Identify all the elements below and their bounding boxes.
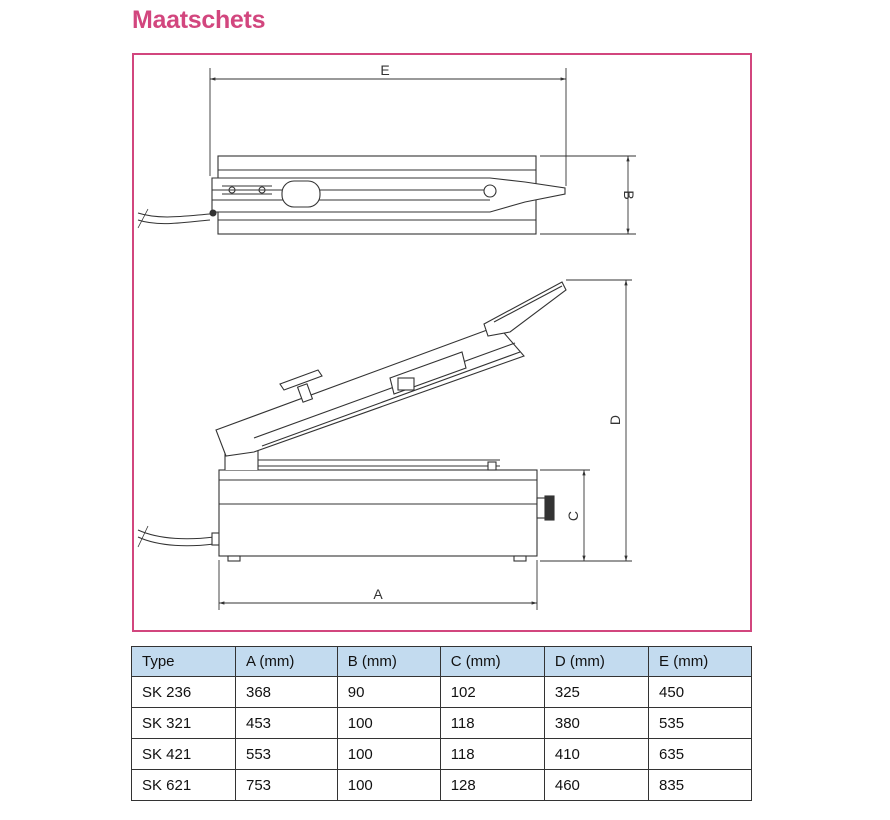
- dimension-label-d: D: [607, 414, 623, 426]
- dimension-label-e: E: [380, 62, 390, 78]
- table-cell: 450: [649, 677, 752, 708]
- dimensions-table: [131, 646, 752, 801]
- table-row: [132, 708, 752, 739]
- dimension-label-b: B: [621, 190, 637, 200]
- table-cell: 118: [440, 739, 544, 770]
- table-cell: SK 236: [132, 677, 236, 708]
- table-cell: SK 321: [132, 708, 236, 739]
- header-cell: Type: [132, 647, 236, 677]
- table-cell: 90: [337, 677, 440, 708]
- header-cell: C (mm): [440, 647, 544, 677]
- header-cell: B (mm): [337, 647, 440, 677]
- table-cell: 128: [440, 770, 544, 801]
- dimension-label-c: C: [565, 510, 581, 522]
- header-cell: A (mm): [236, 647, 338, 677]
- table-cell: 325: [544, 677, 648, 708]
- table-header-row: [132, 647, 752, 677]
- table-cell: 460: [544, 770, 648, 801]
- table-cell: 753: [236, 770, 338, 801]
- table-cell: SK 421: [132, 739, 236, 770]
- top-view: [138, 156, 565, 234]
- table-cell: SK 621: [132, 770, 236, 801]
- header-cell: D (mm): [544, 647, 648, 677]
- dimension-a: [219, 560, 537, 610]
- table-cell: 835: [649, 770, 752, 801]
- table-cell: 368: [236, 677, 338, 708]
- table-cell: 100: [337, 770, 440, 801]
- side-view: [138, 282, 566, 561]
- header-cell: E (mm): [649, 647, 752, 677]
- table-cell: 100: [337, 708, 440, 739]
- page-title: Maatschets: [132, 6, 266, 34]
- table-cell: 535: [649, 708, 752, 739]
- table-cell: 453: [236, 708, 338, 739]
- table-cell: 100: [337, 739, 440, 770]
- table-cell: 102: [440, 677, 544, 708]
- table-row: [132, 677, 752, 708]
- table-cell: 380: [544, 708, 648, 739]
- dimension-label-a: A: [373, 586, 383, 602]
- table-cell: 118: [440, 708, 544, 739]
- table-cell: 410: [544, 739, 648, 770]
- table-cell: 635: [649, 739, 752, 770]
- table-row: [132, 770, 752, 801]
- table-cell: 553: [236, 739, 338, 770]
- table-row: [132, 739, 752, 770]
